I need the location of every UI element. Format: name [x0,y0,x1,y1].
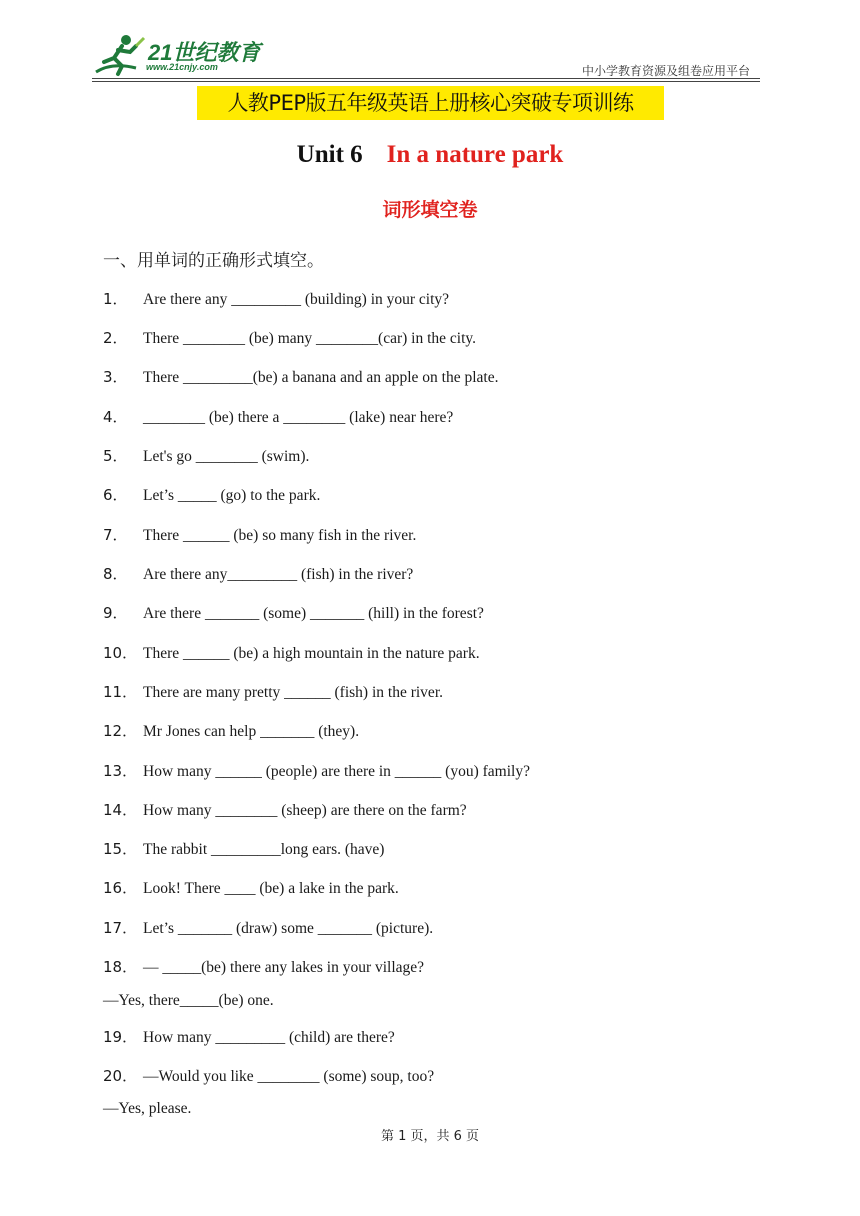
question-number: 8． [103,565,128,583]
question-item [103,288,449,309]
question-text: There are many pretty ______ (fish) in the river. [143,684,443,701]
question-item [103,1026,395,1047]
question-number: 4． [103,408,128,426]
header-divider [92,78,760,79]
question-item [103,956,424,977]
question-number: 17． [103,919,138,937]
question-number: 12． [103,722,138,740]
question-item [103,484,320,505]
question-item [103,1065,434,1086]
answer-line: —Yes, there_____(be) one. [103,992,274,1009]
question-text: Look! There ____ (be) a lake in the park. [143,880,399,897]
question-number: 1． [103,290,128,308]
question-item [103,563,413,584]
logo-url: www.21cnjy.com [146,62,218,72]
question-text: How many _________ (child) are there? [143,1029,395,1046]
unit-name: In a nature park [386,141,564,168]
question-number: 3． [103,368,128,386]
question-item [103,760,530,781]
question-item [103,524,416,545]
question-number: 13． [103,762,138,780]
header-platform-text: 中小学教育资源及组卷应用平台 [581,64,750,78]
question-text: There ______ (be) a high mountain in the nature park. [143,645,480,662]
unit-number: Unit 6 [296,141,363,168]
question-text: ________ (be) there a ________ (lake) near here? [143,409,454,426]
question-number: 11． [103,683,138,701]
question-item [103,327,476,348]
question-text: How many ______ (people) are there in ______ (you) family? [143,763,530,780]
document-title: 人教PEP版五年级英语上册核心突破专项训练 [227,91,634,115]
logo [92,32,262,78]
question-item [103,799,467,820]
question-item [103,445,309,466]
question-text: How many ________ (sheep) are there on the farm? [143,802,467,819]
question-text: Let’s _______ (draw) some _______ (picture). [143,920,434,937]
question-text: — _____(be) there any lakes in your village? [143,959,425,976]
question-number: 16． [103,879,138,897]
question-number: 7． [103,526,128,544]
question-text: Are there _______ (some) _______ (hill) in the forest? [143,605,484,622]
question-item [103,681,443,702]
question-number: 15． [103,840,138,858]
question-text: Are there any _________ (building) in your city? [143,291,450,308]
header-divider-secondary [92,81,760,82]
runner-logo-icon [92,32,148,78]
question-text: There _________(be) a banana and an apple on the plate. [143,369,499,386]
unit-heading [0,141,860,169]
question-text: Let's go ________ (swim). [143,448,310,465]
question-number: 5． [103,447,128,465]
logo-text: 21世纪教育 [148,40,261,65]
question-text: The rabbit _________long ears. (have) [143,841,385,858]
question-number: 2． [103,329,128,347]
question-number: 14． [103,801,138,819]
page-footer: 第 1 页，共 6 页 [380,1129,480,1144]
question-text: Mr Jones can help _______ (they). [143,723,360,740]
question-item [103,642,480,663]
question-number: 9． [103,604,128,622]
question-item [103,917,433,938]
question-item [103,720,359,741]
question-text: —Would you like ________ (some) soup, too? [143,1068,435,1085]
document-subtitle: 词形填空卷 [382,199,478,221]
answer-line: —Yes, please. [103,1100,192,1117]
question-number: 20． [103,1067,138,1085]
question-text: There ________ (be) many ________(car) in the city. [143,330,477,347]
question-number: 6． [103,486,128,504]
question-item [103,366,499,387]
question-item [103,838,384,859]
question-text: There ______ (be) so many fish in the river. [143,527,417,544]
question-number: 10． [103,644,138,662]
question-item [103,602,484,623]
question-item [103,877,399,898]
question-number: 19． [103,1028,138,1046]
question-text: Are there any_________ (fish) in the river? [143,566,414,583]
question-number: 18． [103,958,138,976]
page-header [92,32,762,82]
question-text: Let’s _____ (go) to the park. [143,487,321,504]
section-heading: 一、用单词的正确形式填空。 [103,251,324,271]
question-item [103,406,453,427]
